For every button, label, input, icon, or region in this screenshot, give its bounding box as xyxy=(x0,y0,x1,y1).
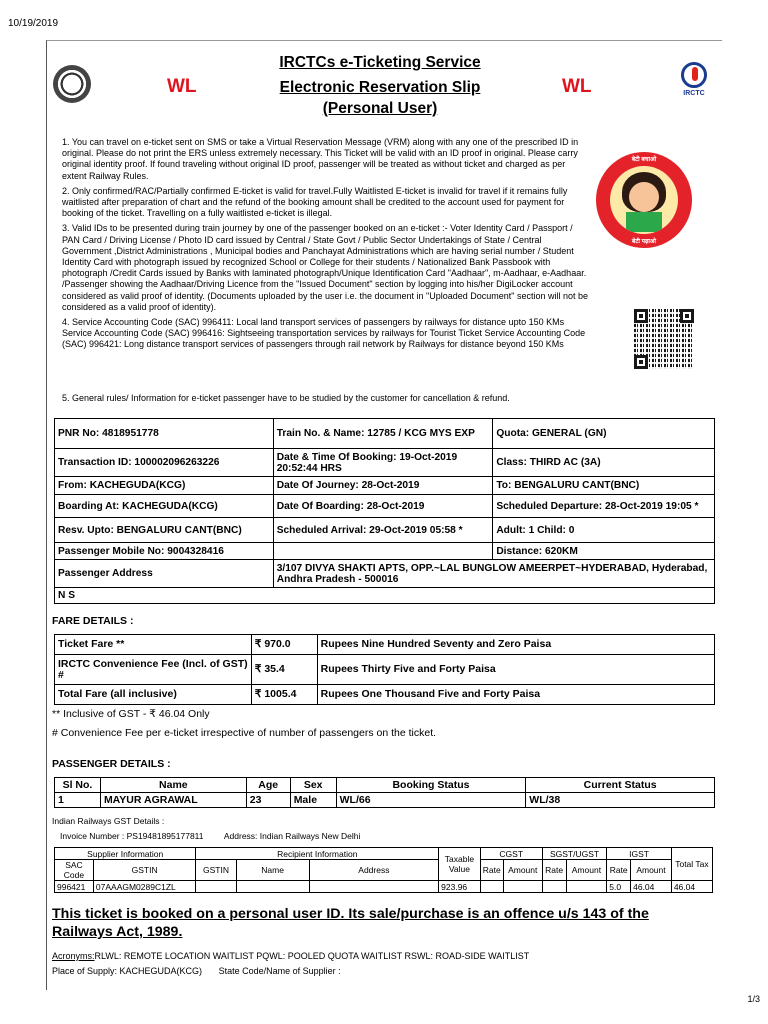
name-header: Name xyxy=(236,860,309,881)
bbbp-caption-top: बेटी बचाओ xyxy=(631,157,657,163)
bbbp-caption-bottom: बेटी पढ़ाओ xyxy=(631,239,657,245)
place-line xyxy=(52,966,341,976)
status-left: WL xyxy=(167,76,197,97)
recipient-info-header: Recipient Information xyxy=(196,848,439,860)
column-header: Name xyxy=(100,778,246,793)
train-name: Train No. & Name: 12785 / KCG MYS EXP xyxy=(273,419,493,449)
scheduled-arrival: Scheduled Arrival: 29-Oct-2019 05:58 * xyxy=(273,518,493,543)
instruction-4: 4. Service Accounting Code (SAC) 996411: Local land transport services of passengers by railways for distance upto 150 KMs Service Accounting Code (SAC) 996416: Sightseeing transportation services by railways for Tourist Ticket Service Accounting Code (SAC) 996421: Long distance transport services of passengers through rail network by Railways for distance beyond 150 KMs xyxy=(62,317,586,350)
amount-header: Amount xyxy=(631,860,672,881)
pnr-number: PNR No: 4818951778 xyxy=(55,419,274,449)
igst-amount: 46.04 xyxy=(631,881,672,893)
table-row xyxy=(55,793,715,808)
fare-amount: ₹ 1005.4 xyxy=(251,685,317,705)
igst-header: IGST xyxy=(607,848,672,860)
column-header: Booking Status xyxy=(336,778,526,793)
taxable-value-header: Taxable Value xyxy=(439,848,481,881)
address-label: Passenger Address xyxy=(55,560,274,588)
cgst-header: CGST xyxy=(480,848,542,860)
boarding-station: Boarding At: KACHEGUDA(KCG) xyxy=(55,495,274,518)
print-date: 10/19/2019 xyxy=(8,18,59,29)
passenger-table xyxy=(54,777,715,808)
passenger-address: 3/107 DIVYA SHAKTI APTS, OPP.~LAL BUNGLOW AMEERPET~HYDERABAD, Hyderabad, Andhra Pradesh - 500016 xyxy=(273,560,714,588)
fare-words: Rupees One Thousand Five and Forty Paisa xyxy=(317,685,714,705)
railway-emblem-logo xyxy=(53,65,91,103)
table-cell: WL/66 xyxy=(336,793,526,808)
recipient-name xyxy=(236,881,309,893)
column-header: Current Status xyxy=(526,778,715,793)
booking-time: Date & Time Of Booking: 19-Oct-2019 20:52:44 HRS xyxy=(273,449,493,477)
rate-header: Rate xyxy=(480,860,503,881)
boarding-date: Date Of Boarding: 28-Oct-2019 xyxy=(273,495,493,518)
table-cell: Male xyxy=(290,793,336,808)
reservation-upto: Resv. Upto: BENGALURU CANT(BNC) xyxy=(55,518,274,543)
invoice-number: Invoice Number : PS19481895177811 xyxy=(60,831,204,841)
travel-class: Class: THIRD AC (3A) xyxy=(493,449,715,477)
status-right: WL xyxy=(562,76,592,97)
girl-illustration xyxy=(610,166,678,234)
sac-code: 996421 xyxy=(55,881,94,893)
passenger-count: Adult: 1 Child: 0 xyxy=(493,518,715,543)
column-header: Sl No. xyxy=(55,778,101,793)
fare-label: Ticket Fare ** xyxy=(55,635,252,655)
address-header: Address xyxy=(309,860,439,881)
instruction-1: 1. You can travel on e-ticket sent on SMS or take a Virtual Reservation Message (VRM) along with any one of the prescribed ID in original. Please do not print the ERS unless extremely necessary. This Ticket will be valid with an ID proof in original. Please carry original identity proof. If found traveling without original ID proof, passenger will be treated as without ticket and charged as per extent Railway Rules. xyxy=(62,137,579,181)
fare-table xyxy=(54,634,715,705)
to-station: To: BENGALURU CANT(BNC) xyxy=(493,477,715,495)
sac-code-header: SAC Code xyxy=(55,860,94,881)
gst-note: ** Inclusive of GST - ₹ 46.04 Only xyxy=(52,708,210,720)
fare-amount: ₹ 970.0 xyxy=(251,635,317,655)
place-of-supply: Place of Supply: KACHEGUDA(KCG) xyxy=(52,966,203,976)
gst-details-title: Indian Railways GST Details : xyxy=(52,816,165,826)
instruction-3: 3. Valid IDs to be presented during train journey by one of the passenger booked on an e-ticket :- Voter Identity Card / Passport / PAN Card / Driving License / Photo ID card issued by Central / State Govt / Public Sector Undertakings of State / Central Government ,District Administrations , Municipal bodies and Panchayat Administrations which are having serial number / Student Identity Card with photograph issued by recognized School or College for their students / Nationalized Bank Passbook with photograph /Credit Cards issued by Banks with laminated photograph/Unique Identification Card "Aadhaar", m-Aadhaar, e-Aadhaar. /Passenger showing the Aadhaar/Driving Licence from the "Issued Document" section by logging into his/her DigiLocker account considered as valid proof of identity. (Documents uploaded by the user i.e. the document in "Uploaded Document" section will not be considered as a valid proof of identity). xyxy=(62,223,589,312)
qr-code xyxy=(634,309,694,369)
amount-header: Amount xyxy=(566,860,607,881)
recipient-gstin xyxy=(196,881,236,893)
convenience-note: # Convenience Fee per e-ticket irrespective of number of passengers on the ticket. xyxy=(52,727,437,739)
gstin-header: GSTIN xyxy=(93,860,196,881)
distance: Distance: 620KM xyxy=(493,543,715,560)
beti-bachao-logo xyxy=(596,152,692,248)
page-number: 1/3 xyxy=(747,994,760,1004)
title-line-2: Electronic Reservation Slip xyxy=(279,79,481,96)
title-line-3: (Personal User) xyxy=(322,100,438,117)
supplier-info-header: Supplier Information xyxy=(55,848,196,860)
fare-words: Rupees Nine Hundred Seventy and Zero Paisa xyxy=(317,635,714,655)
scheduled-departure: Scheduled Departure: 28-Oct-2019 19:05 * xyxy=(493,495,715,518)
table-cell: WL/38 xyxy=(526,793,715,808)
fare-label: Total Fare (all inclusive) xyxy=(55,685,252,705)
rate-header: Rate xyxy=(542,860,566,881)
sgst-header: SGST/UGST xyxy=(542,848,607,860)
igst-rate: 5.0 xyxy=(607,881,631,893)
mobile-number: Passenger Mobile No: 9004328416 xyxy=(55,543,274,560)
fare-details-title: FARE DETAILS : xyxy=(52,615,134,627)
journey-date: Date Of Journey: 28-Oct-2019 xyxy=(273,477,493,495)
invoice-line xyxy=(60,831,360,841)
ns-row: N S xyxy=(55,588,715,604)
irctc-mark-icon xyxy=(681,62,707,88)
personal-user-warning: This ticket is booked on a personal user ID. Its sale/purchase is an offence u/s 143 of the Railways Act, 1989. xyxy=(52,906,649,940)
supplier-gstin: 07AAAGM0289C1ZL xyxy=(93,881,196,893)
sgst-rate xyxy=(542,881,566,893)
table-cell: MAYUR AGRAWAL xyxy=(100,793,246,808)
recipient-gstin-header: GSTIN xyxy=(196,860,236,881)
instruction-2: 2. Only confirmed/RAC/Partially confirmed E-ticket is valid for travel.Fully Waitlisted E-ticket is invalid for travel if it remains fully waitlisted after preparation of chart and the refund of the booking amount shall be credited to the account used for payment for booking of the ticket. Travelling on a fully waitlisted e-ticket is illegal. xyxy=(62,185,568,219)
table-cell: 1 xyxy=(55,793,101,808)
table-row xyxy=(55,881,713,893)
irctc-logo-text: IRCTC xyxy=(683,90,705,97)
recipient-address xyxy=(309,881,439,893)
taxable-value: 923.96 xyxy=(439,881,481,893)
cgst-amount xyxy=(503,881,542,893)
cgst-rate xyxy=(480,881,503,893)
total-tax: 46.04 xyxy=(671,881,712,893)
journey-details-table xyxy=(54,418,715,604)
irctc-logo xyxy=(674,62,714,97)
amount-header: Amount xyxy=(503,860,542,881)
title-line-1: IRCTCs e-Ticketing Service xyxy=(279,54,481,71)
quota: Quota: GENERAL (GN) xyxy=(493,419,715,449)
instruction-5: 5. General rules/ Information for e-ticket passenger have to be studied by the customer for cancellation & refund. xyxy=(62,393,510,403)
table-cell: 23 xyxy=(246,793,290,808)
column-header: Sex xyxy=(290,778,336,793)
transaction-id: Transaction ID: 100002096263226 xyxy=(55,449,274,477)
acronyms-label: Acronyms: xyxy=(52,951,95,961)
fare-label: IRCTC Convenience Fee (Incl. of GST) # xyxy=(55,655,252,685)
instructions xyxy=(62,137,592,355)
acronyms-line xyxy=(52,951,529,961)
state-code: State Code/Name of Supplier : xyxy=(218,966,341,976)
sgst-amount xyxy=(566,881,607,893)
rate-header: Rate xyxy=(607,860,631,881)
fare-amount: ₹ 35.4 xyxy=(251,655,317,685)
gst-address: Address: Indian Railways New Delhi xyxy=(223,831,361,841)
acronyms-text: RLWL: REMOTE LOCATION WAITLIST PQWL: POOLED QUOTA WAITLIST RSWL: ROAD-SIDE WAITLIST xyxy=(94,951,530,961)
column-header: Age xyxy=(246,778,290,793)
from-station: From: KACHEGUDA(KCG) xyxy=(55,477,274,495)
fare-words: Rupees Thirty Five and Forty Paisa xyxy=(317,655,714,685)
passenger-details-title: PASSENGER DETAILS : xyxy=(52,758,171,770)
total-tax-header: Total Tax xyxy=(671,848,712,881)
gst-table xyxy=(54,847,713,893)
